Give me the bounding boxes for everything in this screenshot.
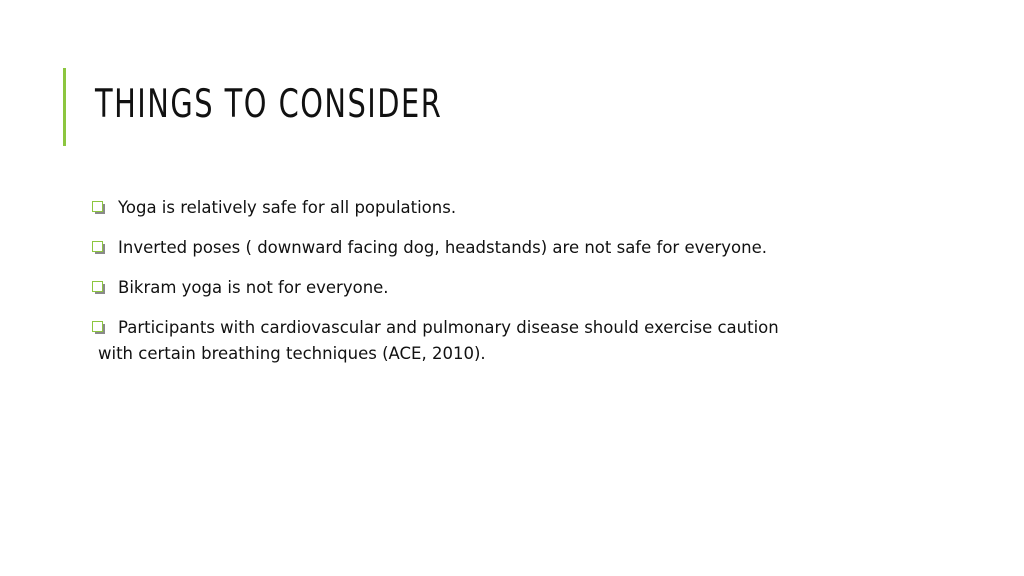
bullet-text: Yoga is relatively safe for all populations. (118, 198, 457, 217)
bullet-item (92, 195, 892, 221)
bullet-text-continuation: with certain breathing techniques (ACE, 2010). (98, 344, 486, 363)
checkbox-square-icon (92, 241, 105, 254)
bullet-text: Bikram yoga is not for everyone. (118, 278, 389, 297)
checkbox-square-icon (92, 201, 105, 214)
bullet-list (92, 195, 892, 381)
bullet-item (92, 315, 892, 367)
title-accent-bar (63, 68, 66, 146)
checkbox-square-icon (92, 321, 105, 334)
checkbox-square-icon (92, 281, 105, 294)
bullet-item (92, 235, 892, 261)
bullet-item (92, 275, 892, 301)
bullet-text: Participants with cardiovascular and pulmonary disease should exercise caution (118, 318, 779, 337)
slide-title: THINGS TO CONSIDER (95, 82, 443, 127)
bullet-text: Inverted poses ( downward facing dog, headstands) are not safe for everyone. (118, 238, 768, 257)
